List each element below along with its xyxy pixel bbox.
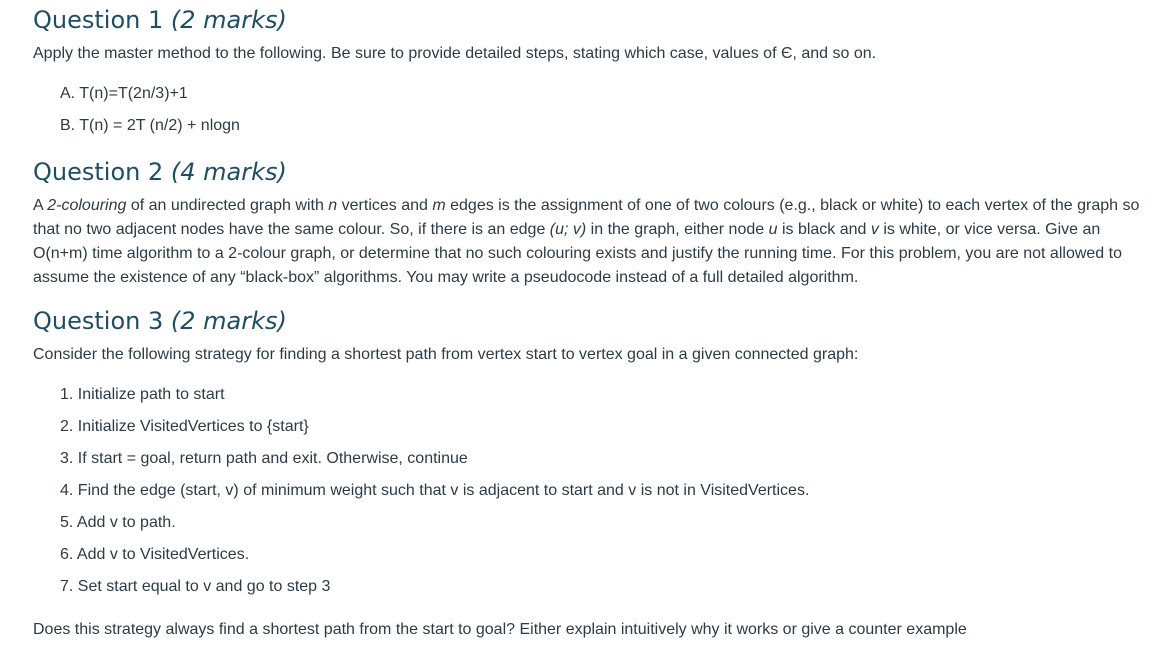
step-number: 5.: [60, 514, 74, 531]
question-3-marks: (2 marks): [170, 307, 287, 335]
text-run: is black and: [777, 221, 871, 238]
question-3-step: [60, 577, 330, 597]
step-number: 6.: [60, 546, 74, 563]
var-u: u: [768, 221, 778, 238]
term-2-colouring: 2-colouring: [47, 197, 127, 214]
step-number: 3.: [60, 450, 74, 467]
text-run: vertices and: [337, 197, 433, 214]
question-3-closing: Does this strategy always find a shortest path from the start to goal? Either explain intuitively why it works or give a counter example: [33, 621, 967, 638]
question-3-title: Question 3: [33, 307, 164, 335]
step-text: Set start equal to v and go to step 3: [77, 578, 331, 595]
question-2-marks: (4 marks): [170, 158, 287, 186]
step-number: 7.: [60, 578, 74, 595]
question-3-step: [60, 481, 809, 501]
item-label: B.: [60, 117, 76, 134]
question-3-step: [60, 417, 309, 437]
var-edge: (u; v): [549, 221, 587, 238]
step-number: 4.: [60, 482, 74, 499]
question-3-step: [60, 513, 176, 533]
var-n: n: [328, 197, 338, 214]
question-1-title: Question 1: [33, 6, 164, 34]
question-1-heading: [33, 5, 287, 35]
var-v: v: [870, 221, 879, 238]
step-text: If start = goal, return path and exit. Otherwise, continue: [77, 450, 468, 467]
text-run: A: [33, 197, 48, 214]
step-text: Find the edge (start, v) of minimum weight such that v is adjacent to start and v is not in VisitedVertices.: [77, 482, 810, 499]
item-text: T(n)=T(2n/3)+1: [79, 85, 188, 102]
question-1-marks: (2 marks): [170, 6, 287, 34]
var-m: m: [432, 197, 446, 214]
question-1-intro: Apply the master method to the following. Be sure to provide detailed steps, stating which case, values of Є, and so on.: [33, 45, 877, 62]
step-number: 1.: [60, 386, 74, 403]
question-3-step: [60, 385, 225, 405]
item-text: T(n) = 2T (n/2) + nlogn: [79, 117, 240, 134]
question-1-item-a: [60, 84, 188, 104]
question-2-heading: [33, 157, 287, 187]
text-run: edges is the assignment of one of two colours (e.g., black or white) to each vertex of the graph so that no two adjacent nodes have the same colour. So, if there is an edge: [33, 197, 1140, 238]
question-1-item-b: [60, 116, 240, 136]
text-run: in the graph, either node: [586, 221, 769, 238]
question-2-title: Question 2: [33, 158, 164, 186]
question-3-intro: Consider the following strategy for finding a shortest path from vertex start to vertex goal in a given connected graph:: [33, 346, 859, 363]
step-text: Initialize VisitedVertices to {start}: [77, 418, 309, 435]
step-text: Initialize path to start: [77, 386, 225, 403]
question-3-step: [60, 449, 468, 469]
question-2-paragraph: [33, 194, 1145, 290]
step-text: Add v to VisitedVertices.: [76, 546, 250, 563]
step-text: Add v to path.: [76, 514, 176, 531]
step-number: 2.: [60, 418, 74, 435]
text-run: is white, or vice versa. Give an O(n+m) time algorithm to a 2-colour graph, or determine that no such colouring exists and justify the running time. For this problem, you are not allowed to assume the existence of any “black-box” algorithms. You may write a pseudocode instead of a full detailed algorithm.: [33, 221, 1122, 286]
item-label: A.: [60, 85, 76, 102]
question-3-step: [60, 545, 249, 565]
text-run: of an undirected graph with: [126, 197, 329, 214]
question-3-heading: [33, 306, 287, 336]
